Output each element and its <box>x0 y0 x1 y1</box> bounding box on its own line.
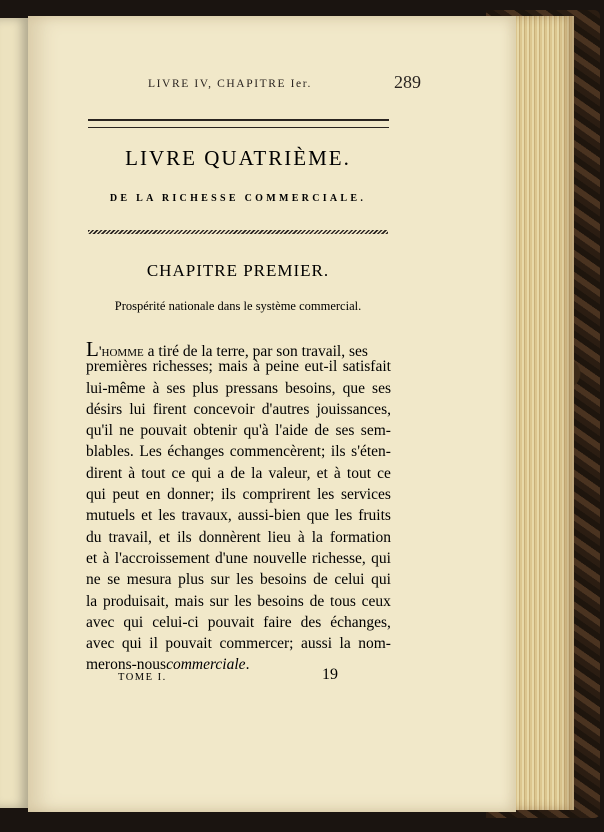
line-text: . <box>245 656 250 674</box>
text-line: lui-même à ses plus pressans besoins, que ses <box>86 379 391 397</box>
text-line: du travail, et ils donnèrent lieu à la formation <box>86 528 391 546</box>
text-line: qui peut en donner; ils comprirent les services <box>86 486 391 504</box>
text-line: premières richesses; mais à peine eut-il satisfait <box>86 358 391 376</box>
signature-mark: 19 <box>322 666 338 683</box>
text-line <box>86 337 391 361</box>
left-page-strip <box>0 18 30 808</box>
chapter-title: CHAPITRE PREMIER. <box>146 261 330 280</box>
running-head: LIVRE IV, CHAPITRE Ier. <box>148 78 313 90</box>
text-line: qu'il ne pouvait obtenir qu'à l'aide de ses sem- <box>86 422 391 440</box>
line-text: a tiré de la terre, par son travail, ses <box>143 343 368 360</box>
ornamental-rule <box>88 230 388 234</box>
body-paragraph <box>86 337 391 678</box>
drop-cap: L <box>86 337 99 361</box>
line-text: merons-nous <box>86 656 167 674</box>
text-line: mutuels et les travaux, aussi-bien que les fruits <box>86 507 391 525</box>
page-edges <box>512 16 574 810</box>
text-line: dirent à tout ce qui a de la valeur, et à tout ce <box>86 464 391 482</box>
text-line: et à l'accroissement d'une nouvelle richesse, qui <box>86 549 391 567</box>
tome-label: TOME I. <box>118 672 167 683</box>
text-line: ne se mesura plus sur les besoins de celui qui <box>86 571 391 589</box>
text-line: la produisait, mais sur les besoins de tous ceux <box>86 592 391 610</box>
text-line: désirs lui firent concevoir d'autres jouissances, <box>86 400 391 418</box>
italic-word: commerciale <box>166 656 246 674</box>
text-line: blables. Les échanges commencèrent; ils s'éten- <box>86 443 391 461</box>
chapter-subtitle: Prospérité nationale dans le système commercial. <box>114 299 362 313</box>
book-title: LIVRE QUATRIÈME. <box>125 146 351 170</box>
text-line: avec qui celui-ci pouvait faire des échanges, <box>86 613 391 631</box>
text-line: avec qui il pouvait commercer; aussi la nom- <box>86 635 391 653</box>
small-caps-word: 'homme <box>98 344 144 360</box>
book-subtitle: DE LA RICHESSE COMMERCIALE. <box>109 193 367 204</box>
double-rule <box>88 119 389 128</box>
page-number: 289 <box>394 72 421 92</box>
